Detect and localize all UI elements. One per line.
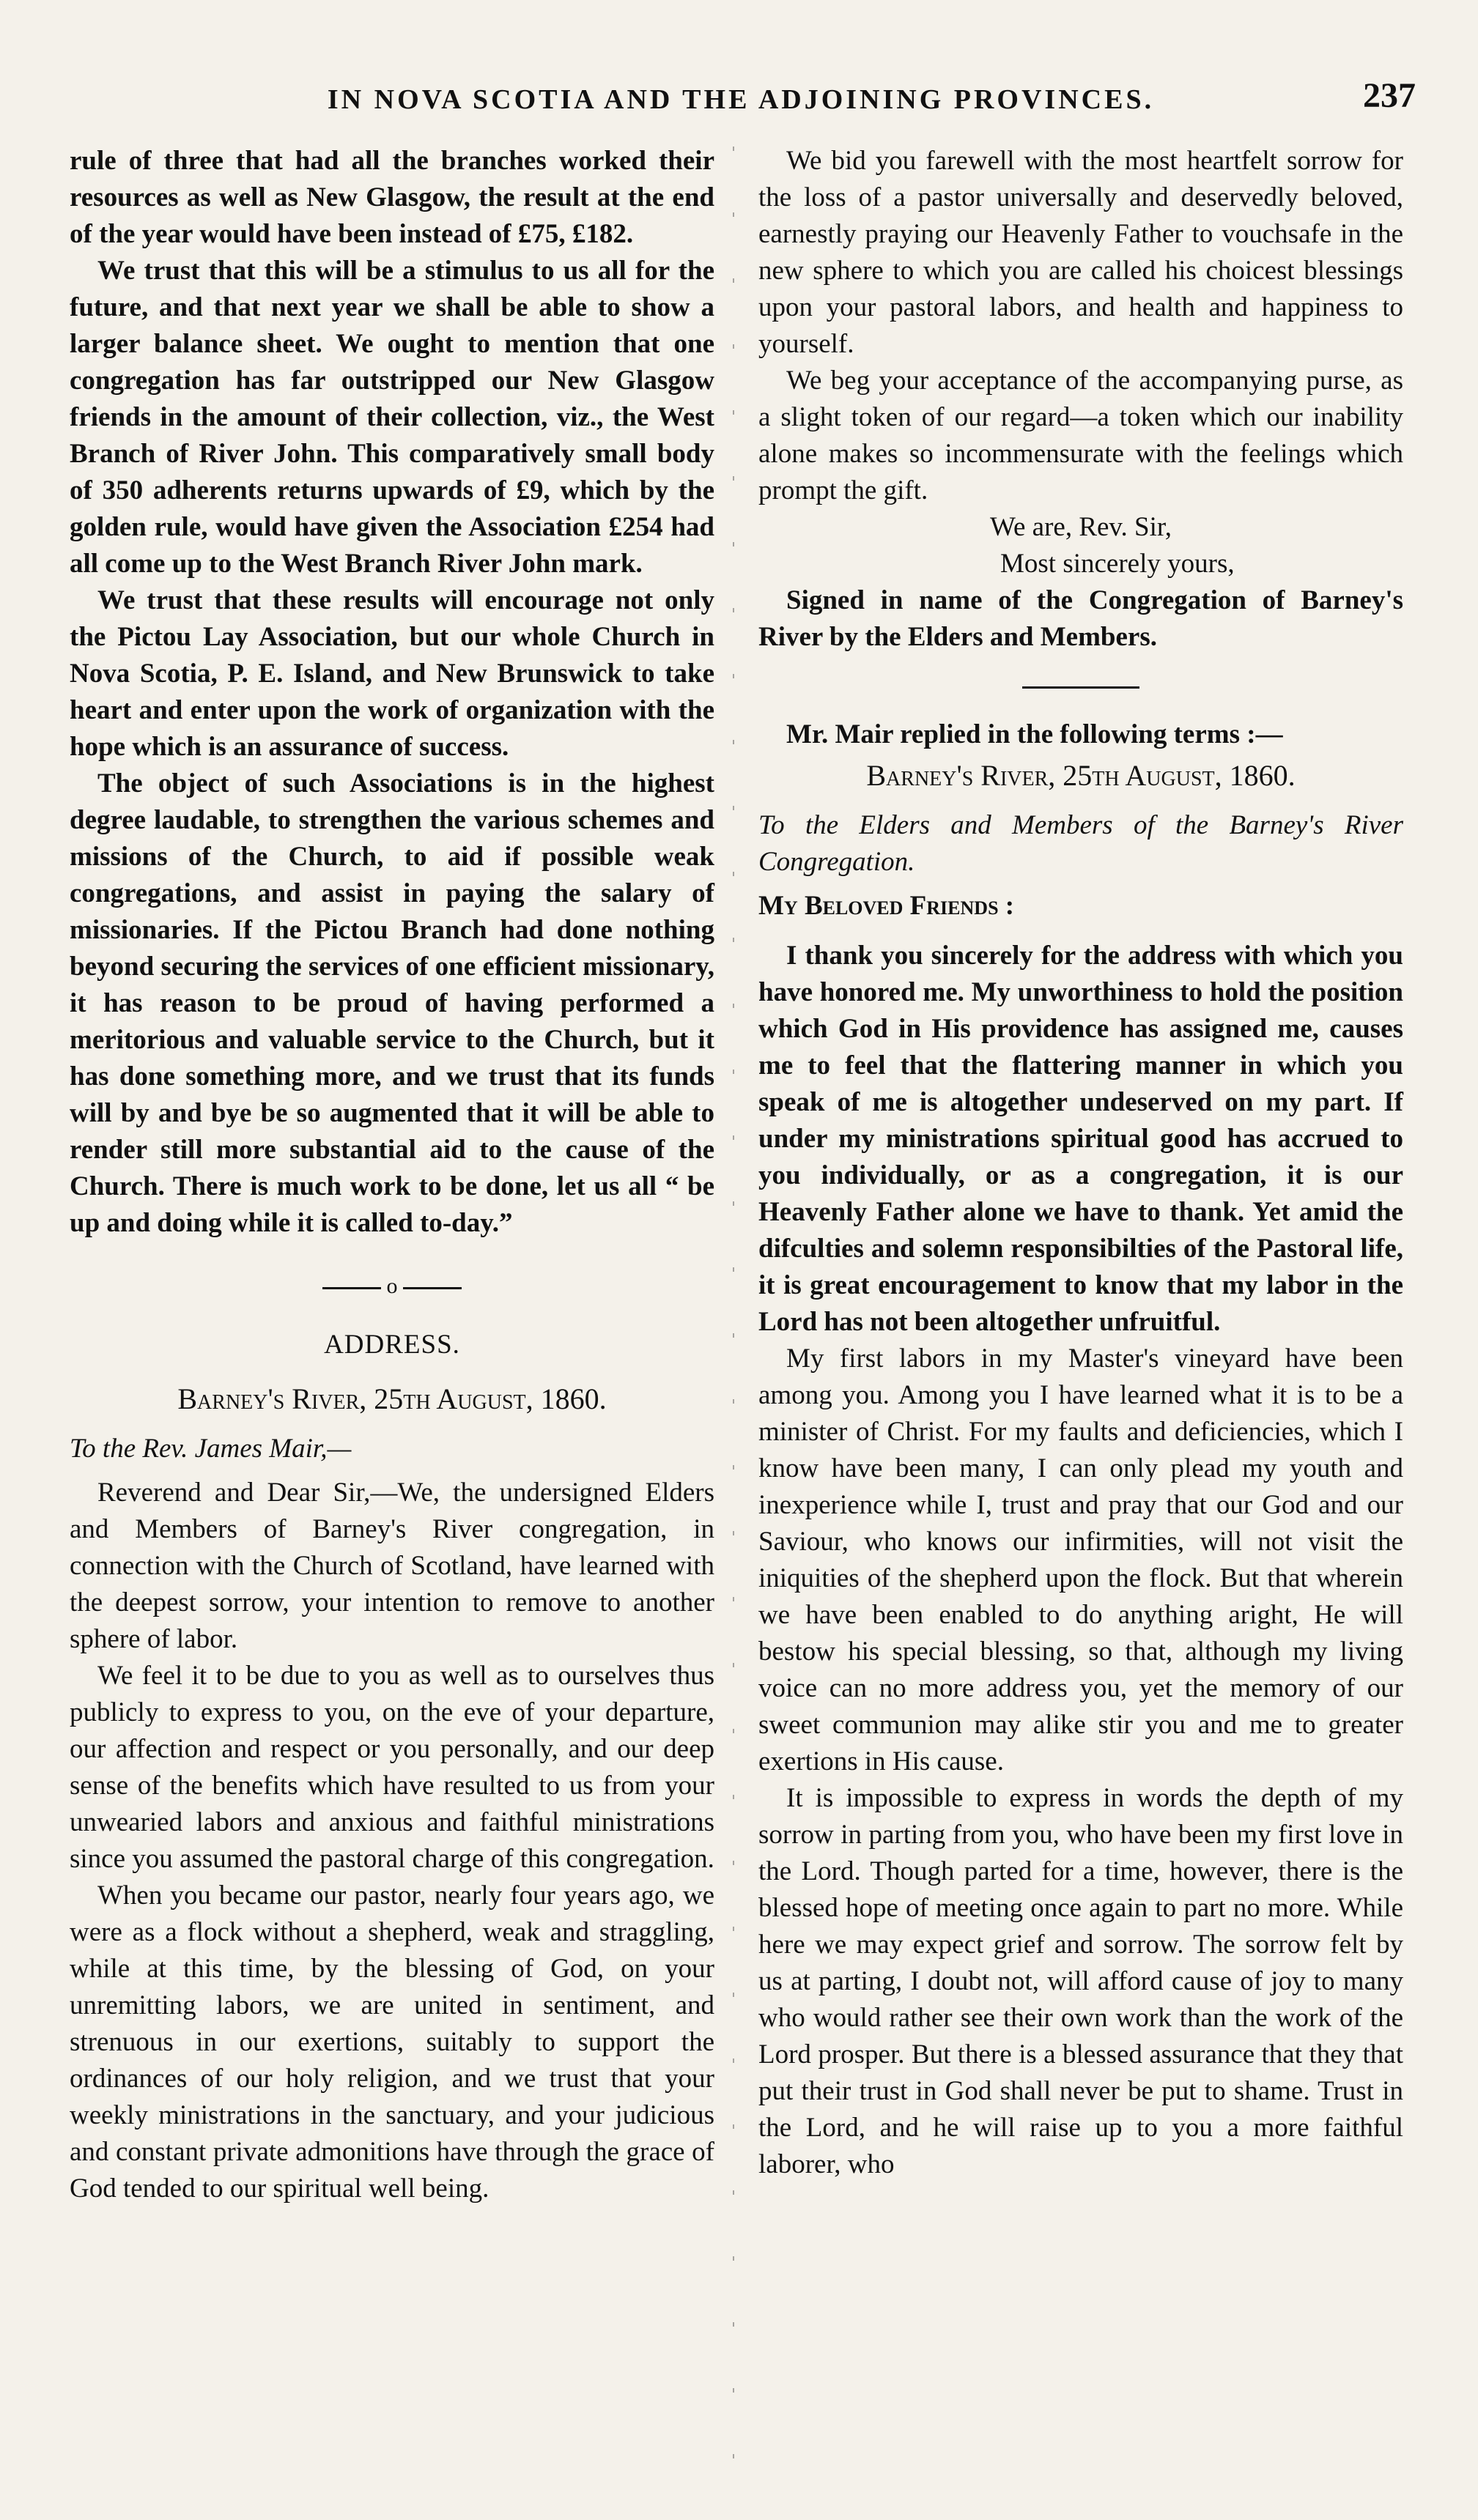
paragraph: We trust that these results will encourage not only the Pictou Lay Association, but our whole Church in Nova Scotia, P. E. Island, and New Brunswick to take heart and enter upon the work of organization with the hope which is an assurance of success. <box>70 585 714 762</box>
paragraph: We trust that this will be a stimulus to us all for the future, and that next year we shall be able to show a larger balance sheet. We ought to mention that one congregation has far outstripped our New Glasgow friends in the amount of their collection, viz., the West Branch of River John. This comparatively small body of 350 adherents returns upwards of £9, which by the golden rule, would have given the Association £254 had all come up to the West Branch River John mark. <box>70 256 714 579</box>
paragraph: When you became our pastor, nearly four years ago, we were as a flock without a shepherd, weak and straggling, while at this time, by the blessing of God, on your unremitting labors, we are united in sentiment, and strenuous in our exertions, suitably to support the ordinances of our holy religion, and we trust that your weekly ministrations in the sanctuary, and your judicious and constant private admonitions have through the grace of God tended to our spiritual well being. <box>70 1880 714 2204</box>
column-divider <box>733 147 734 2491</box>
paragraph: It is impossible to express in words the depth of my sorrow in parting from you, who have been my first love in the Lord. Though parted for a time, however, there is the blessed hope of meeting once again to part no more. While here we may expect grief and sorrow. The sorrow felt by us at parting, I doubt not, will afford cause of joy to many who would rather see their own work than the work of the Lord prosper. But there is a blessed assurance that they that put their trust in God shall never be put to shame. Trust in the Lord, and he will raise up to you a more faithful laborer, who <box>758 1783 1403 2179</box>
dateline: Barney's River, 25th August, 1860. <box>177 1382 607 1415</box>
signature-line: We are, Rev. Sir, <box>990 512 1172 542</box>
right-column <box>758 143 1403 2183</box>
paragraph: We bid you farewell with the most heartfelt sorrow for the loss of a pastor universally and deservedly beloved, earnestly praying our Heavenly Father to vouchsafe in the new sphere to which you are called his choicest blessings upon your pastoral labors, and health and happiness to yourself. <box>758 146 1403 359</box>
page-number: 237 <box>1363 76 1416 115</box>
paragraph: The object of such Associations is in the highest degree laudable, to strengthen the various schemes and missions of the Church, to aid if possible weak congregations, and assist in paying the salary of missionaries. If the Pictou Branch had done nothing beyond securing the services of one efficient missionary, it has reason to be proud of having performed a meritorious and valuable service to the Church, but it has done something more, and we trust that its funds will by and bye be so augmented that it will be able to render still more substantial aid to the cause of the Church. There is much work to be done, let us all “ be up and doing while it is called to-day.” <box>70 768 714 1238</box>
greeting: My Beloved Friends : <box>758 891 1015 921</box>
salutation: To the Elders and Members of the Barney's River Congregation. <box>758 810 1403 877</box>
separator-mark: o <box>386 1274 398 1298</box>
paragraph: Mr. Mair replied in the following terms :— <box>786 719 1283 749</box>
page-header <box>66 64 1416 116</box>
paragraph: rule of three that had all the branches worked their resources as well as New Glasgow, the result at the end of the year would have been instead of £75, £182. <box>70 146 714 249</box>
running-title: IN NOVA SCOTIA AND THE ADJOINING PROVINCES. <box>327 84 1155 115</box>
left-column <box>70 143 714 2207</box>
dateline: Barney's River, 25th August, 1860. <box>866 759 1296 792</box>
paragraph: My first labors in my Master's vineyard have been among you. Among you I have learned what it is to be a minister of Christ. For my faults and deficiencies, which I know have been many, I can only plead my youth and inexperience while I, trust and pray that our God and our Saviour, who knows our infirmities, will not visit the iniquities of the shepherd upon the flock. But that wherein we have been enabled to do anything aright, He will bestow his special blessing, so that, although my living voice can no more address you, yet the memory of our sweet communion may alike stir you and me to greater exertions in His cause. <box>758 1344 1403 1776</box>
paragraph: Reverend and Dear Sir,—We, the undersigned Elders and Members of Barney's River congregation, in connection with the Church of Scotland, have learned with the deepest sorrow, your intention to remove to another sphere of labor. <box>70 1478 714 1654</box>
paragraph: I thank you sincerely for the address with which you have honored me. My unworthiness to hold the position which God in His providence has assigned me, causes me to feel that the flattering manner in which you speak of me is altogether undeserved on my part. If under my ministrations spiritual good has accrued to you individually, or as a congregation, it is our Heavenly Father alone we have to thank. Yet amid the difculties and solemn responsibilties of the Pastoral life, it is great encouragement to know that my labor in the Lord has not been altogether unfruitful. <box>758 941 1403 1337</box>
paragraph: Signed in name of the Congregation of Barney's River by the Elders and Members. <box>758 585 1403 652</box>
salutation: To the Rev. James Mair,— <box>70 1434 352 1464</box>
paragraph: We feel it to be due to you as well as to ourselves thus publicly to express to you, on the eve of your departure, our affection and respect or you personally, and our deep sense of the benefits which have resulted to us from your unwearied labors and anxious and faithful ministrations since you assumed the pastoral charge of this congregation. <box>70 1661 714 1874</box>
signature-line: Most sincerely yours, <box>1000 549 1235 579</box>
section-separator <box>1022 686 1139 689</box>
paragraph: We beg your acceptance of the accompanying purse, as a slight token of our regard—a token which our inability alone makes so incommensurate with the feelings which prompt the gift. <box>758 366 1403 505</box>
address-heading: ADDRESS. <box>324 1330 460 1360</box>
section-separator <box>308 1275 476 1297</box>
